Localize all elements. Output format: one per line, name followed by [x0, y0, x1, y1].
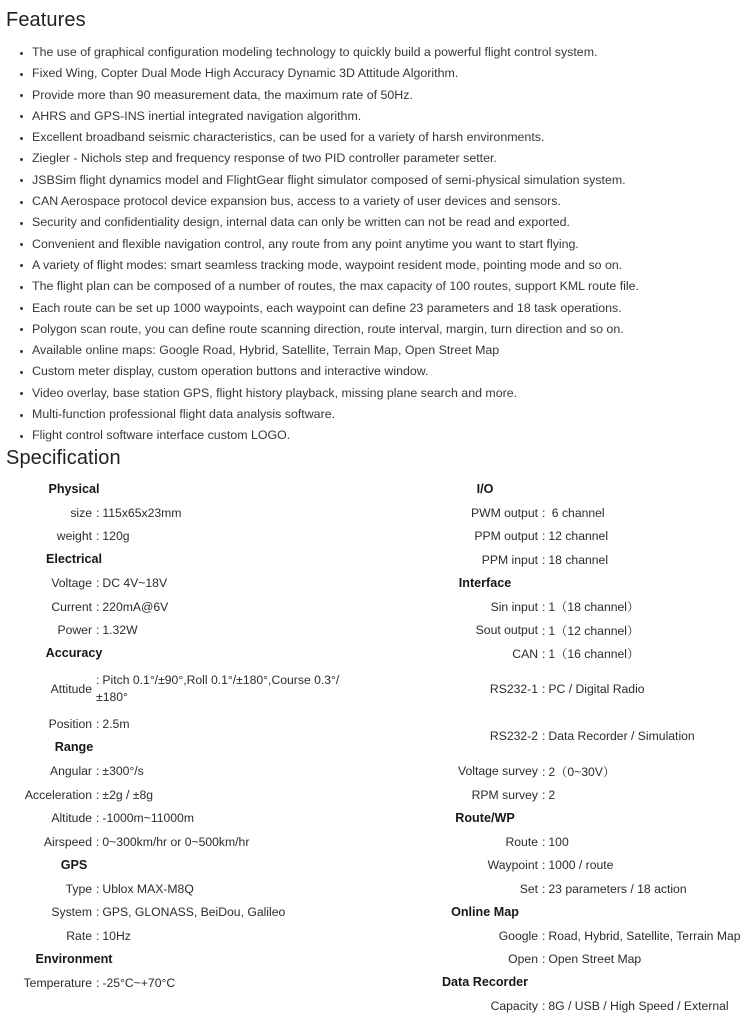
spec-value-text: -1000m~11000m — [102, 811, 194, 826]
spec-colon: : — [96, 905, 100, 920]
feature-item: Multi-function professional flight data analysis software. — [0, 404, 750, 425]
spec-row — [375, 995, 750, 1018]
spec-value-text: 6 channel — [548, 505, 605, 520]
spec-colon: : — [96, 529, 100, 544]
specification-block — [0, 469, 750, 1018]
spec-value — [542, 553, 747, 567]
spec-colon: : — [542, 729, 546, 744]
spec-label: Position — [48, 717, 92, 732]
spec-label: Google — [498, 928, 538, 943]
spec-colon: : — [96, 834, 100, 849]
spec-label: Temperature — [23, 975, 92, 990]
specification-columns — [0, 478, 750, 1018]
spec-row — [375, 666, 750, 713]
spec-row — [375, 854, 750, 878]
spec-value — [96, 529, 366, 543]
spec-colon: : — [96, 811, 100, 826]
spec-row — [0, 666, 375, 713]
spec-value-text: 23 parameters / 18 action — [548, 881, 687, 896]
spec-group-heading: Online Map — [451, 904, 519, 919]
spec-label: RS232-1 — [489, 682, 538, 697]
spec-row — [375, 595, 750, 619]
spec-colon: : — [96, 928, 100, 943]
spec-row — [375, 830, 750, 854]
spec-label: Capacity — [490, 999, 538, 1014]
spec-value — [542, 622, 747, 639]
feature-item: Convenient and flexible navigation control, any route from any point anytime you want to start flying. — [0, 234, 750, 255]
spec-value-text: 1000 / route — [548, 858, 614, 873]
spec-value-text: 12 channel — [548, 529, 609, 544]
spec-value-text: Pitch 0.1°/±90°,Roll 0.1°/±180°,Course 0.3°/±180° — [96, 673, 340, 705]
spec-value-text: 1（12 channel） — [548, 623, 640, 638]
spec-value-text: Data Recorder / Simulation — [548, 729, 695, 744]
spec-group-heading: Electrical — [45, 552, 102, 567]
spec-row — [0, 901, 375, 925]
spec-colon: : — [542, 881, 546, 896]
spec-value-text: GPS, GLONASS, BeiDou, Galileo — [102, 905, 286, 920]
spec-row — [375, 548, 750, 572]
spec-colon: : — [96, 576, 100, 591]
spec-label: System — [51, 905, 92, 920]
spec-row — [375, 619, 750, 643]
spec-value — [542, 529, 747, 543]
spec-group-heading: Range — [54, 740, 94, 755]
spec-value-text: 2（0~30V） — [548, 764, 616, 779]
spec-value — [96, 976, 366, 990]
spec-label: Airspeed — [43, 834, 92, 849]
spec-row — [375, 501, 750, 525]
spec-colon: : — [96, 787, 100, 802]
spec-row — [375, 642, 750, 666]
feature-item: AHRS and GPS-INS inertial integrated navigation algorithm. — [0, 106, 750, 127]
spec-colon: : — [542, 529, 546, 544]
spec-label: Type — [65, 881, 92, 896]
spec-label: Acceleration — [24, 787, 92, 802]
spec-value — [542, 952, 747, 966]
feature-item: Flight control software interface custom LOGO. — [0, 425, 750, 446]
spec-colon: : — [542, 600, 546, 615]
spec-colon: : — [542, 787, 546, 802]
spec-row — [0, 807, 375, 831]
feature-item: Each route can be set up 1000 waypoints, each waypoint can define 23 parameters and 18 task operations. — [0, 298, 750, 319]
spec-value-text: ±300°/s — [102, 764, 144, 779]
spec-value — [96, 764, 366, 778]
spec-value-text: ±2g / ±8g — [102, 787, 154, 802]
spec-row — [0, 572, 375, 596]
spec-value — [542, 598, 747, 615]
spec-value — [542, 645, 747, 662]
spec-label: Open — [508, 952, 538, 967]
spec-row — [0, 595, 375, 619]
spec-value-text: 220mA@6V — [102, 599, 169, 614]
spec-row — [0, 971, 375, 995]
spec-label: weight — [56, 529, 92, 544]
spec-label: Current — [51, 599, 92, 614]
spec-colon: : — [542, 999, 546, 1014]
spec-row — [0, 713, 375, 737]
spec-value-text: 18 channel — [548, 552, 609, 567]
specification-left-column — [0, 478, 375, 1018]
spec-row — [375, 948, 750, 972]
spec-row — [0, 783, 375, 807]
spec-value-text: 2 — [548, 787, 556, 802]
spec-group-heading: Data Recorder — [441, 975, 529, 990]
spec-label: RS232-2 — [489, 729, 538, 744]
spec-label: CAN — [512, 646, 538, 661]
spec-row — [0, 830, 375, 854]
spec-label: RPM survey — [471, 787, 538, 802]
spec-colon: : — [542, 552, 546, 567]
spec-value — [96, 929, 366, 943]
feature-item: The use of graphical configuration modeling technology to quickly build a powerful flight control system. — [0, 42, 750, 63]
spec-colon: : — [96, 881, 100, 896]
spec-group-heading: Route/WP — [455, 810, 515, 825]
spec-value-text: DC 4V~18V — [102, 576, 168, 591]
spec-colon: : — [542, 764, 546, 779]
spec-label: Set — [519, 881, 538, 896]
feature-item: Custom meter display, custom operation buttons and interactive window. — [0, 361, 750, 382]
spec-value — [542, 929, 747, 943]
specification-heading: Specification — [6, 446, 121, 469]
spec-colon: : — [96, 599, 100, 614]
spec-row — [0, 877, 375, 901]
spec-label: Rate — [66, 928, 92, 943]
spec-row — [375, 760, 750, 784]
spec-value — [542, 763, 747, 780]
feature-item: Video overlay, base station GPS, flight history playback, missing plane search and more. — [0, 383, 750, 404]
spec-value — [542, 506, 747, 520]
spec-label: Power — [57, 623, 92, 638]
spec-colon: : — [96, 975, 100, 990]
spec-row — [0, 619, 375, 643]
feature-item: Fixed Wing, Copter Dual Mode High Accuracy Dynamic 3D Attitude Algorithm. — [0, 63, 750, 84]
spec-group-heading: I/O — [476, 481, 494, 496]
spec-colon: : — [542, 647, 546, 662]
spec-value — [96, 717, 366, 731]
spec-label: Sin input — [490, 599, 538, 614]
feature-item: Excellent broadband seismic characteristics, can be used for a variety of harsh environments. — [0, 127, 750, 148]
spec-label: size — [70, 505, 92, 520]
feature-item: Ziegler - Nichols step and frequency response of two PID controller parameter setter. — [0, 148, 750, 169]
spec-label: PWM output — [470, 505, 538, 520]
feature-item: CAN Aerospace protocol device expansion bus, access to a variety of user devices and sensors. — [0, 191, 750, 212]
spec-colon: : — [542, 834, 546, 849]
spec-value-text: 2.5m — [102, 717, 130, 732]
spec-colon: : — [542, 928, 546, 943]
spec-row — [375, 924, 750, 948]
spec-label: Sout output — [475, 623, 538, 638]
spec-value — [96, 672, 366, 706]
spec-colon: : — [96, 717, 100, 732]
spec-colon: : — [96, 623, 100, 638]
spec-colon: : — [542, 858, 546, 873]
spec-row — [0, 501, 375, 525]
spec-colon: : — [96, 505, 100, 520]
spec-group-heading: Accuracy — [45, 646, 103, 661]
spec-label: Waypoint — [487, 858, 538, 873]
spec-value-text: 100 — [548, 834, 569, 849]
spec-row — [0, 525, 375, 549]
feature-item: Available online maps: Google Road, Hybrid, Satellite, Terrain Map, Open Street Map — [0, 340, 750, 361]
spec-value — [96, 835, 366, 849]
spec-value — [96, 600, 366, 614]
spec-colon: : — [96, 673, 100, 688]
spec-colon: : — [96, 764, 100, 779]
spec-value-text: 8G / USB / High Speed / External — [548, 999, 729, 1014]
spec-value-text: 120g — [102, 529, 130, 544]
spec-value — [96, 905, 366, 919]
features-list — [0, 31, 750, 447]
feature-item: Security and confidentiality design, internal data can only be written can not be read and exported. — [0, 212, 750, 233]
spec-value — [542, 682, 747, 696]
spec-value-text: 1（18 channel） — [548, 600, 640, 615]
feature-item: Provide more than 90 measurement data, the maximum rate of 50Hz. — [0, 85, 750, 106]
spec-value — [96, 576, 366, 590]
spec-group-heading: Environment — [35, 951, 113, 966]
spec-value — [542, 858, 747, 872]
spec-value — [96, 788, 366, 802]
spec-group-heading: Interface — [458, 575, 512, 590]
spec-value-text: PC / Digital Radio — [548, 682, 645, 697]
spec-value — [96, 506, 366, 520]
spec-label: Voltage — [51, 576, 92, 591]
spec-value-text: 0~300km/hr or 0~500km/hr — [102, 834, 250, 849]
spec-value-text: Ublox MAX-M8Q — [102, 881, 194, 896]
spec-row — [375, 525, 750, 549]
spec-value — [96, 623, 366, 637]
spec-value — [542, 999, 747, 1013]
spec-value-text: -25°C~+70°C — [102, 975, 176, 990]
feature-item: The flight plan can be composed of a number of routes, the max capacity of 100 routes, support KML route file. — [0, 276, 750, 297]
spec-label: PPM input — [481, 552, 538, 567]
spec-row — [375, 877, 750, 901]
spec-row — [0, 924, 375, 948]
spec-row — [375, 713, 750, 760]
spec-value — [96, 811, 366, 825]
spec-label: Voltage survey — [458, 764, 538, 779]
feature-item: A variety of flight modes: smart seamless tracking mode, waypoint resident mode, pointing mode and so on. — [0, 255, 750, 276]
spec-colon: : — [542, 623, 546, 638]
spec-row — [0, 760, 375, 784]
spec-value — [542, 882, 747, 896]
spec-value — [542, 788, 747, 802]
spec-value — [96, 882, 366, 896]
spec-label: PPM output — [474, 529, 538, 544]
spec-label: Attitude — [50, 682, 92, 697]
spec-colon: : — [542, 952, 546, 967]
feature-item: JSBSim flight dynamics model and FlightGear flight simulator composed of semi-physical simulation system. — [0, 170, 750, 191]
spec-value-text: 10Hz — [102, 928, 131, 943]
spec-row — [375, 783, 750, 807]
spec-group-heading: Physical — [48, 481, 100, 496]
spec-value — [542, 835, 747, 849]
spec-value-text: 1.32W — [102, 623, 138, 638]
spec-label: Angular — [49, 764, 92, 779]
specification-right-column — [375, 478, 750, 1018]
spec-colon: : — [542, 682, 546, 697]
spec-value-text: 1（16 channel） — [548, 647, 640, 662]
spec-colon: : — [542, 505, 546, 520]
features-heading: Features — [6, 9, 86, 31]
spec-value-text: Road, Hybrid, Satellite, Terrain Map — [548, 928, 741, 943]
spec-value — [542, 729, 747, 743]
spec-label: Altitude — [51, 811, 92, 826]
spec-group-heading: GPS — [60, 857, 88, 872]
spec-value-text: 115x65x23mm — [102, 505, 182, 520]
spec-label: Route — [505, 834, 538, 849]
spec-value-text: Open Street Map — [548, 952, 642, 967]
feature-item: Polygon scan route, you can define route scanning direction, route interval, margin, turn direction and so on. — [0, 319, 750, 340]
